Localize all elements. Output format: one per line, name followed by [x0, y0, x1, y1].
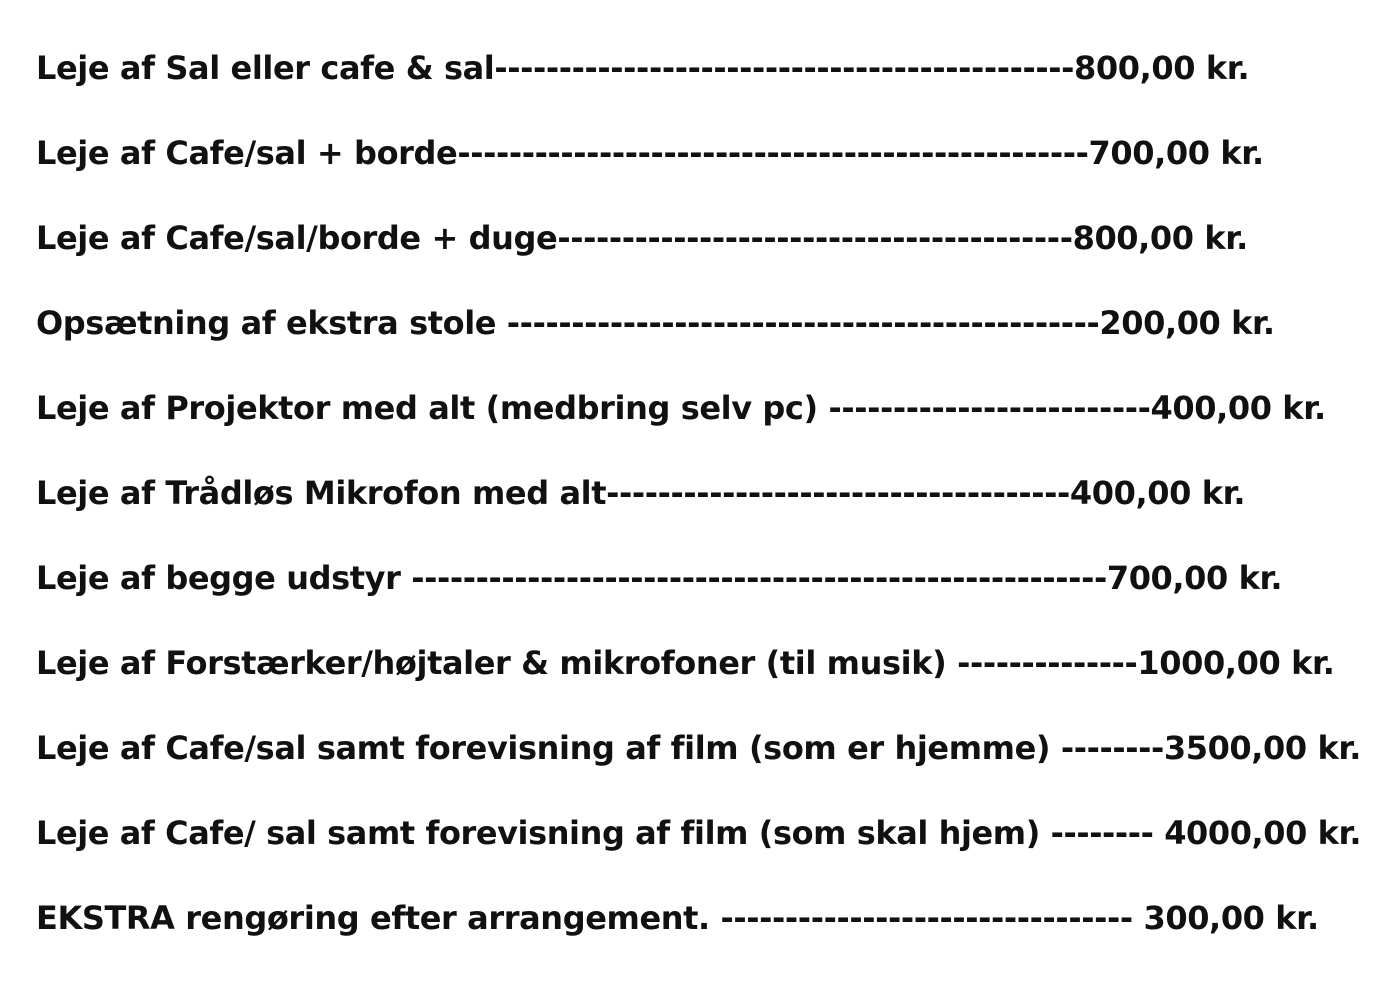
price-row-1 — [36, 42, 1376, 127]
price-row-5 — [36, 382, 1376, 467]
price-row-7 — [36, 552, 1376, 637]
price-row-text: Leje af Cafe/ sal samt forevisning af film (som skal hjem) -------- 4000,00 kr. — [36, 814, 1362, 852]
price-row-text: Leje af Cafe/sal/borde + duge----------------------------------------800,00 kr. — [36, 219, 1248, 257]
price-row-3 — [36, 212, 1376, 297]
price-row-11 — [36, 892, 1376, 977]
price-row-10 — [36, 807, 1376, 892]
price-row-text: EKSTRA rengøring efter arrangement. -------------------------------- 300,00 kr. — [36, 899, 1319, 937]
price-row-2 — [36, 127, 1376, 212]
price-row-text: Opsætning af ekstra stole ----------------------------------------------200,00 kr. — [36, 304, 1275, 342]
price-row-9 — [36, 722, 1376, 807]
price-row-text: Leje af Cafe/sal + borde-------------------------------------------------700,00 kr. — [36, 134, 1264, 172]
price-row-text: Leje af Projektor med alt (medbring selv pc) -------------------------400,00 kr. — [36, 389, 1326, 427]
price-row-text: Leje af Cafe/sal samt forevisning af film (som er hjemme) --------3500,00 kr. — [36, 729, 1361, 767]
price-row-8 — [36, 637, 1376, 722]
price-row-text: Leje af Sal eller cafe & sal---------------------------------------------800,00 kr. — [36, 49, 1250, 87]
price-row-4 — [36, 297, 1376, 382]
price-row-text: Leje af Forstærker/højtaler & mikrofoner (til musik) --------------1000,00 kr. — [36, 644, 1335, 682]
price-row-text: Leje af Trådløs Mikrofon med alt------------------------------------400,00 kr. — [36, 474, 1246, 512]
price-list — [36, 42, 1376, 977]
price-row-text: Leje af begge udstyr ------------------------------------------------------700,00 kr. — [36, 559, 1283, 597]
price-row-6 — [36, 467, 1376, 552]
